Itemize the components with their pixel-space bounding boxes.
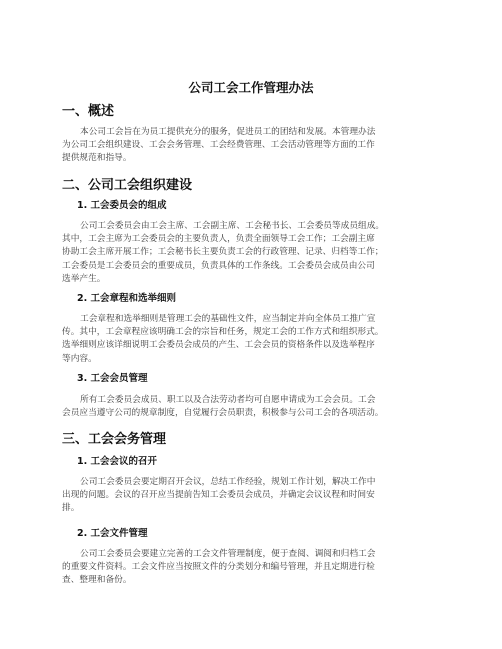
paragraph-line: 排。: [62, 503, 80, 514]
section-heading-organization: 二、公司工会组织建设: [62, 178, 193, 193]
subsection-heading-committee: 1. 工会委员会的组成: [77, 200, 167, 211]
paragraph-line: 所有工会委员会成员、职工以及合法劳动者均可自愿申请成为工会会员。工会: [80, 395, 376, 405]
paragraph-line: 传。其中，工会章程应该明确工会的宗旨和任务，规定工会的工作方式和组织形式。: [62, 327, 384, 338]
paragraph-line: 协助工会主席开展工作；工会秘书长主要负责工会的行政管理、记录、归档等工作；: [62, 247, 384, 258]
paragraph-line: 公司工会委员会由工会主席、工会副主席、工会秘书长、工会委员等成员组成。: [80, 221, 385, 231]
paragraph-line: 提供规范和指导。: [62, 153, 132, 164]
paragraph-line: 选举产生。: [62, 273, 106, 284]
paragraph-line: 查、整理和备份。: [62, 575, 132, 586]
documents-paragraph: [62, 548, 442, 588]
paragraph-line: 公司工会委员会要建立完善的工会文件管理制度，便于查阅、调阅和归档工会: [80, 549, 376, 559]
members-paragraph: [62, 394, 442, 420]
paragraph-line: 会员应当遵守公司的规章制度，自觉履行会员职责，积极参与公司工会的各项活动。: [62, 408, 384, 419]
paragraph-line: 公司工会委员会要定期召开会议，总结工作经验，规划工作计划，解决工作中: [80, 477, 376, 487]
paragraph-line: 选举细则应该详细说明工会委员会成员的产生、工会会员的资格条件以及选举程序: [62, 340, 375, 351]
document-title: 公司工会工作管理办法: [188, 80, 314, 95]
paragraph-line: 的重要文件资料。工会文件应当按照文件的分类划分和编号管理，并且定期进行检: [62, 562, 375, 573]
section-heading-overview: 一、概述: [62, 104, 115, 119]
paragraph-line: 工会委员是工会委员会的重要成员，负责具体的工作条线。工会委员会成员由公司: [62, 260, 375, 271]
overview-paragraph: [62, 126, 442, 166]
paragraph-line: 等内容。: [62, 353, 97, 364]
paragraph-line: 出现的问题。会议的召开应当提前告知工会委员会成员，并确定会议议程和时间安: [62, 490, 375, 501]
paragraph-line: 其中，工会主席为工会委员会的主要负责人，负责全面领导工会工作；工会副主席: [62, 234, 375, 245]
paragraph-line: 为公司工会组织建设、工会会务管理、工会经费管理、工会活动管理等方面的工作: [62, 140, 375, 151]
committee-paragraph: [62, 220, 442, 286]
subsection-heading-documents: 2. 工会文件管理: [77, 528, 148, 539]
charter-paragraph: [62, 313, 442, 366]
subsection-heading-members: 3. 工会会员管理: [77, 373, 148, 384]
meetings-paragraph: [62, 476, 442, 516]
section-heading-affairs: 三、工会会务管理: [62, 432, 167, 447]
subsection-heading-charter: 2. 工会章程和选举细则: [77, 293, 177, 304]
paragraph-line: 工会章程和选举细则是管理工会的基础性文件，应当制定并向全体员工推广宣: [80, 314, 376, 324]
paragraph-line: 本公司工会旨在为员工提供充分的服务，促进员工的团结和发展。本管理办法: [80, 127, 376, 137]
subsection-heading-meetings: 1. 工会会议的召开: [77, 456, 158, 467]
